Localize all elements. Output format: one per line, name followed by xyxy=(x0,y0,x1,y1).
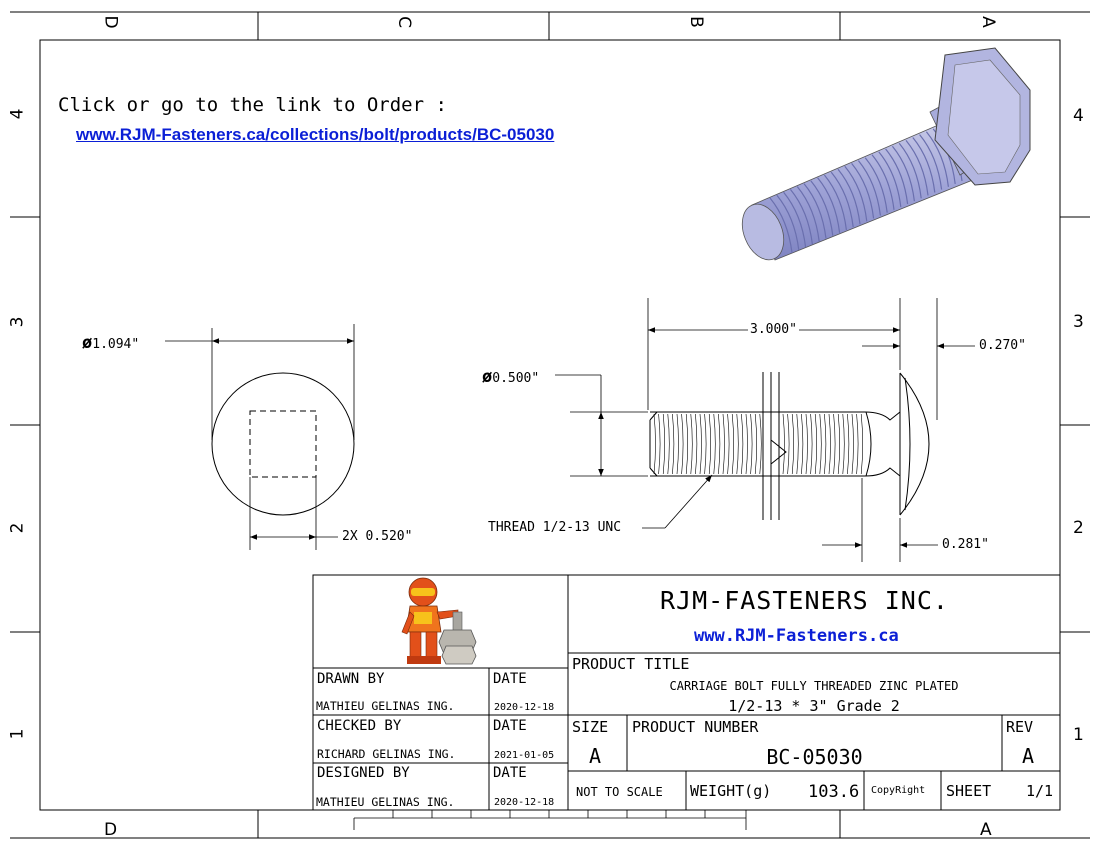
thread-spec-label: THREAD 1/2-13 UNC xyxy=(488,520,622,535)
thread-crests xyxy=(654,414,863,474)
checked-by-name: RICHARD GELINAS ING. xyxy=(317,747,456,761)
designed-by-name: MATHIEU GELINAS ING. xyxy=(316,795,455,809)
drawn-date: 2020-12-18 xyxy=(494,702,555,713)
zone-number-left-4: 4 xyxy=(7,108,28,120)
product-title-label: PRODUCT TITLE xyxy=(572,655,690,673)
weight-value: 103.6 xyxy=(808,782,860,802)
rev-value: A xyxy=(1022,744,1035,768)
company-website: www.RJM-Fasteners.ca xyxy=(694,626,899,646)
zone-number-right-2: 2 xyxy=(1073,518,1084,538)
checked-date-label: DATE xyxy=(493,718,527,734)
size-value: A xyxy=(589,744,602,768)
drawn-date-label: DATE xyxy=(493,671,527,687)
zone-letter-top-c: C xyxy=(393,16,414,28)
checked-date: 2021-01-05 xyxy=(494,750,555,761)
sheet-label: SHEET xyxy=(946,782,992,800)
drawn-by-label: DRAWN BY xyxy=(317,671,385,687)
checked-by-label: CHECKED BY xyxy=(317,718,402,734)
zone-number-left-1: 1 xyxy=(7,728,28,740)
product-title-line1: CARRIAGE BOLT FULLY THREADED ZINC PLATED xyxy=(669,679,959,693)
zone-number-left-2: 2 xyxy=(7,522,28,534)
product-title-line2: 1/2-13 * 3" Grade 2 xyxy=(728,697,900,715)
head-height-label: 0.270" xyxy=(979,338,1026,353)
zone-letter-top-a: A xyxy=(977,16,998,28)
zone-letter-bottom-d: D xyxy=(104,820,118,840)
bolt-3d-render xyxy=(735,48,1030,266)
length-dimension-label: 3.000" xyxy=(750,322,797,337)
product-number: BC-05030 xyxy=(766,745,863,769)
neck-dimension-label: 0.281" xyxy=(942,537,989,552)
scale-ruler xyxy=(354,810,746,830)
drawn-by-name: MATHIEU GELINAS ING. xyxy=(316,699,455,713)
designed-date-label: DATE xyxy=(493,765,527,781)
square-dimension-label: 2X 0.520" xyxy=(342,529,413,544)
scale-note: NOT TO SCALE xyxy=(576,785,663,799)
designed-by-label: DESIGNED BY xyxy=(317,765,410,781)
zone-number-right-4: 4 xyxy=(1073,106,1084,126)
order-link[interactable]: www.RJM-Fasteners.ca/collections/bolt/products/BC-05030 xyxy=(76,125,555,144)
zone-letter-top-b: B xyxy=(685,16,706,28)
head-end-view xyxy=(165,324,354,550)
head-diameter-label: ø1.094" xyxy=(82,333,140,353)
diameter-symbol-icon: ø xyxy=(482,367,493,387)
company-name: RJM-FASTENERS INC. xyxy=(660,586,949,615)
zone-letter-bottom-a: A xyxy=(980,820,992,840)
sheet-value: 1/1 xyxy=(1026,782,1054,800)
order-prompt: Click or go to the link to Order : xyxy=(58,94,447,116)
size-label: SIZE xyxy=(572,718,609,736)
diameter-symbol-icon: ø xyxy=(82,333,93,353)
copyright-label: CopyRight xyxy=(871,785,926,796)
product-number-label: PRODUCT NUMBER xyxy=(632,718,759,736)
zone-letter-top-d: D xyxy=(100,15,121,29)
robot-mascot-logo xyxy=(402,578,476,664)
zone-number-left-3: 3 xyxy=(7,316,28,328)
weight-label: WEIGHT(g) xyxy=(690,782,772,800)
zone-number-right-1: 1 xyxy=(1073,725,1084,745)
designed-date: 2020-12-18 xyxy=(494,797,555,808)
rev-label: REV xyxy=(1006,718,1034,736)
thread-diameter-label: ø0.500" xyxy=(482,367,540,387)
zone-number-right-3: 3 xyxy=(1073,312,1084,332)
